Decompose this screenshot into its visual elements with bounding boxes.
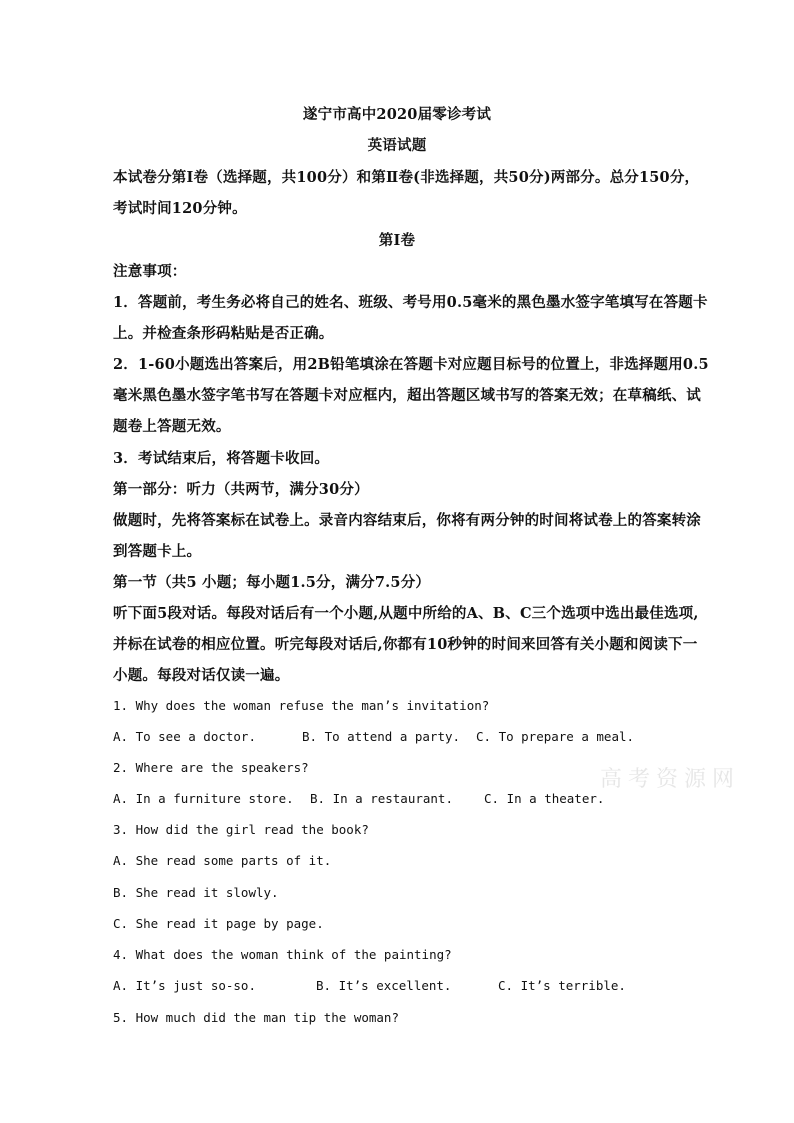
question-3-option-a: A. She read some parts of it. <box>113 853 332 868</box>
note-1-line-1: 1．答题前，考生务必将自己的姓名、班级、考号用0.5毫米的黑色墨水签字笔填写在答题卡 <box>113 294 708 311</box>
question-4: 4. What does the woman think of the painting? <box>113 947 452 962</box>
question-1-option-a: A. To see a doctor. <box>113 729 256 744</box>
question-1-option-c: C. To prepare a meal. <box>476 729 635 744</box>
question-2-option-c: C. In a theater. <box>484 791 605 806</box>
question-4-option-b: B. It’s excellent. <box>316 978 452 993</box>
question-1: 1. Why does the woman refuse the man’s invitation? <box>113 698 490 713</box>
volume-heading: 第Ⅰ卷 <box>378 232 416 249</box>
note-2-line-2: 毫米黑色墨水签字笔书写在答题卡对应框内，超出答题区域书写的答案无效；在草稿纸、试 <box>113 387 701 404</box>
section1-heading: 第一节（共5 小题；每小题1.5分，满分7.5分） <box>113 574 431 591</box>
question-2: 2. Where are the speakers? <box>113 760 309 775</box>
exam-title: 遂宁市高中2020届零诊考试 <box>302 106 492 123</box>
question-3: 3. How did the girl read the book? <box>113 822 369 837</box>
question-4-option-c: C. It’s terrible. <box>498 978 626 993</box>
note-3: 3．考试结束后，将答题卡收回。 <box>113 450 330 467</box>
section1-instruction-line-3: 小题。每段对话仅读一遍。 <box>113 667 290 684</box>
section1-instruction-line-2: 并标在试卷的相应位置。听完每段对话后,你都有10秒钟的时间来回答有关小题和阅读下一 <box>113 636 698 653</box>
part1-instruction-line-2: 到答题卡上。 <box>113 543 202 560</box>
watermark: 高考资源网 <box>600 767 741 792</box>
question-3-option-b: B. She read it slowly. <box>113 885 279 900</box>
section1-instruction-line-1: 听下面5段对话。每段对话后有一个小题,从题中所给的A、B、C三个选项中选出最佳选项, <box>113 605 699 622</box>
question-5: 5. How much did the man tip the woman? <box>113 1010 399 1025</box>
intro-line-1: 本试卷分第Ⅰ卷（选择题，共100分）和第Ⅱ卷(非选择题，共50分)两部分。总分150分， <box>113 169 700 186</box>
note-1-line-2: 上。并检查条形码粘贴是否正确。 <box>113 325 334 342</box>
notes-heading: 注意事项： <box>113 263 187 280</box>
intro-line-2: 考试时间120分钟。 <box>113 200 247 217</box>
part1-instruction-line-1: 做题时，先将答案标在试卷上。录音内容结束后，你将有两分钟的时间将试卷上的答案转涂 <box>113 512 701 529</box>
exam-subject: 英语试题 <box>367 137 427 154</box>
part1-heading: 第一部分：听力（共两节，满分30分） <box>113 481 369 498</box>
question-2-option-a: A. In a furniture store. <box>113 791 294 806</box>
note-2-line-1: 2．1-60小题选出答案后，用2B铅笔填涂在答题卡对应题目标号的位置上，非选择题用0.5 <box>113 356 709 373</box>
question-1-option-b: B. To attend a party. <box>302 729 461 744</box>
note-2-line-3: 题卷上答题无效。 <box>113 418 231 435</box>
question-2-option-b: B. In a restaurant. <box>310 791 453 806</box>
question-4-option-a: A. It’s just so-so. <box>113 978 256 993</box>
question-3-option-c: C. She read it page by page. <box>113 916 324 931</box>
